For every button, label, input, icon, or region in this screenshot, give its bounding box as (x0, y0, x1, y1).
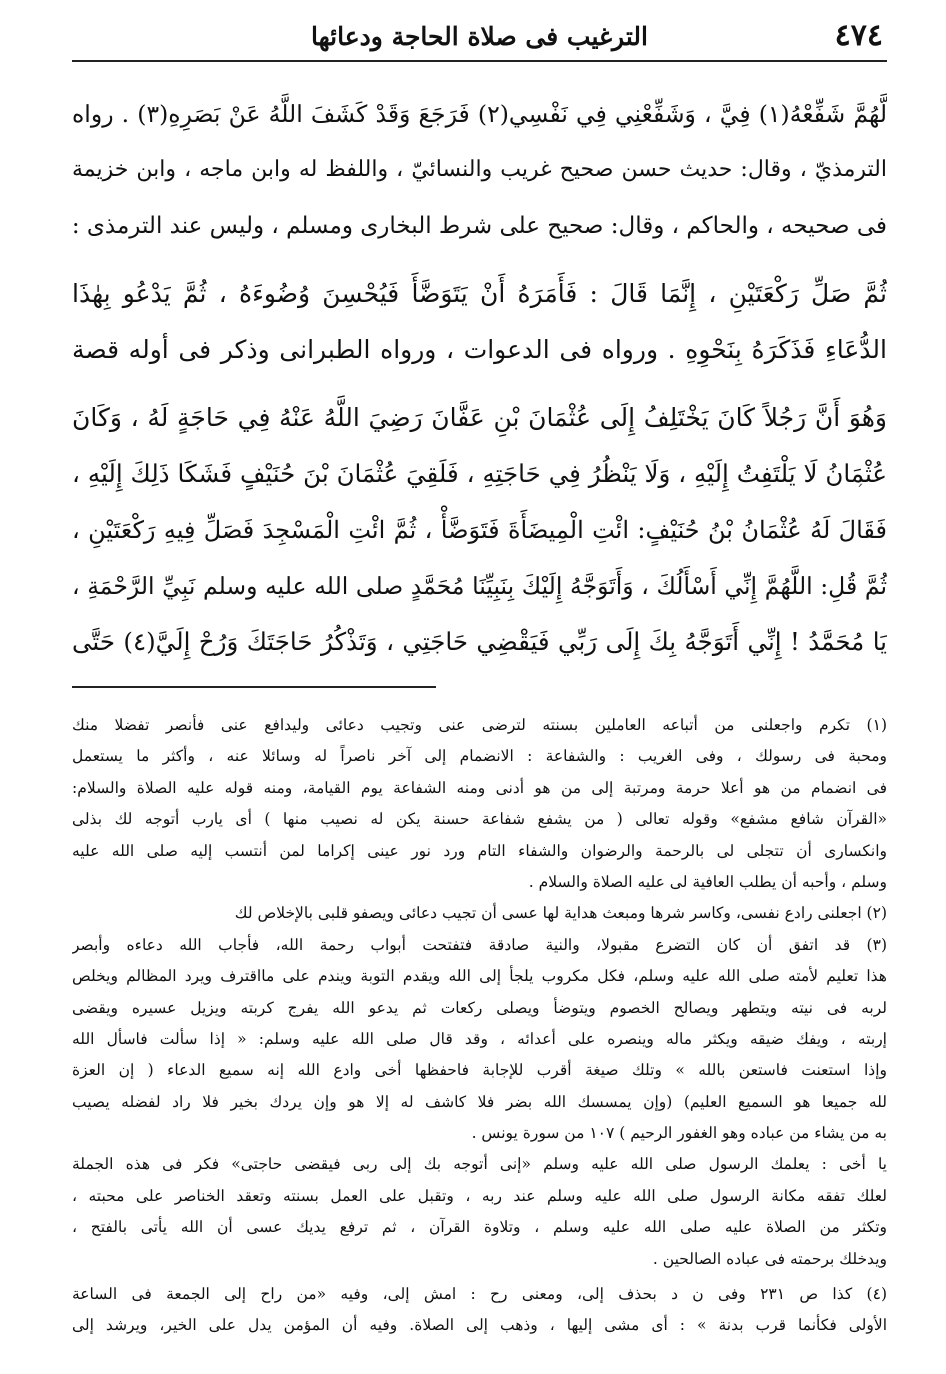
main-text-line: فَقَالَ لَهُ عُثْمَانُ بْنُ حُنَيْفٍ: ائْتِ الْمِيضَأَةَ فَتَوَضَّأْ ، ثُمَّ ائْتِ الْمَسْجِدَ فَصَلِّ فِيهِ رَكْعَتَيْنِ ، (72, 516, 887, 544)
footnote-line: هذا تعليم لأمته صلى الله عليه وسلم، فكل مكروب يلجأ إلى الله ويقدم التوبة ويندم على مااقترف ويرد المظالم ويخلص (72, 967, 887, 986)
main-text-line: الدُّعَاءِ فَذَكَرَهُ بِنَحْوِهِ . ورواه فى الدعوات ، ورواه الطبرانى وذكر فى أوله قصة (72, 335, 887, 364)
running-title: الترغيب فى صلاة الحاجة ودعائها (311, 22, 648, 51)
main-text-line: وَهُوَ أَنَّ رَجُلاً كَانَ يَخْتَلِفُ إِلَى عُثْمَانَ بْنِ عَفَّانَ رَضِيَ اللَّهُ عَنْهُ فِي حَاجَةٍ لَهُ ، وَكَانَ (72, 403, 887, 432)
footnote-line: ومحبة فى رسولك ، وفى الغريب : والشفاعة : الانضمام إلى آخر ناصراً له وسائلا عنه ، وأكثر ما يستعمل (72, 747, 887, 766)
footnote-line: إربته ، ويفك ضيقه ويكثر ماله وينصره على أعدائه ، وقد قال صلى الله عليه وسلم: « إذا سألت فاسأل الله (72, 1029, 887, 1048)
main-text (72, 86, 887, 670)
footnote-line: (٣) قد اتفق أن كان التضرع مقبولا، والنية صادقة فتفتحت أبواب رحمة الله، فأجاب الله دعاءه وأبصر (72, 935, 887, 954)
footnote-separator (72, 686, 436, 688)
paragraph-gap (72, 378, 887, 390)
footnote-line: وانكسارى أن تتجلى لى بالرحمة والرضوان والشفاء التام ورد نور عينى إكراما لمن أنتسب إليه صلى الله عليه (72, 841, 887, 860)
main-text-line: ثُمَّ صَلِّ رَكْعَتَيْنِ ، إِنَّمَا قَالَ : فَأَمَرَهُ أَنْ يَتَوَضَّأَ فَيُحْسِنَ وُضُوءَهُ ، ثُمَّ يَدْعُو بِهٰذَا (72, 279, 887, 308)
footnotes (72, 710, 887, 1342)
footnote-line: فى انضمام من هو أعلا حرمة ومرتبة إلى من هو أدنى ومنه الشفاعة يوم القيامة، ومنه قوله عليه الصلاة والسلام: (72, 778, 887, 797)
footnote-line: الأولى فكأنما قرب بدنة » : أى مشى إليها ، وذهب إلى الصلاة. وفيه أن المؤمن يدل على الخير، ويرشد إلى (72, 1316, 887, 1335)
footnote-line: وتكثر من الصلاة عليه صلى الله عليه وسلم ، وتلاوة القرآن ، ثم ترفع يديك عسى أن الله يأتى بالفتح ، (72, 1218, 887, 1237)
page-header (72, 14, 887, 62)
main-text-line: ثُمَّ قُلِ: اللَّهُمَّ إِنِّي أَسْأَلُكَ ، وَأَتَوَجَّهُ إِلَيْكَ بِنَبِيِّنَا مُحَمَّدٍ صلى الله عليه وسلم نَبِيِّ الرَّحْمَةِ ، (72, 572, 887, 600)
main-text-line: عُثْمَانُ لَا يَلْتَفِتُ إِلَيْهِ ، وَلَا يَنْظُرُ فِي حَاجَتِهِ ، فَلَقِيَ عُثْمَانَ بْنَ حُنَيْفٍ فَشَكَا ذَلِكَ إِلَيْهِ ، (72, 459, 887, 488)
footnote-line: (١) تكرم واجعلنى من أتباعه العاملين بسنته لترضى عنى وتجيب دعائى وليدافع عنى فأنصر تفضلا منك (72, 716, 887, 734)
footnote-line: (٤) كذا ص ٢٣١ وفى ن د بحذف إلى، ومعنى رح : امش إلى، وفيه «من راح إلى الجمعة فى الساعة (72, 1285, 887, 1304)
footnote-line: لله جميعا هو السميع العليم) (وإن يمسسك الله بضر فلا كاشف له إلا هو وإن يردك بخير فلا راد لفضله يصيب (72, 1092, 887, 1111)
main-text-line: لَّهُمَّ شَفِّعْهُ(١) فِيَّ ، وَشَفِّعْنِي فِي نَفْسِي(٢) فَرَجَعَ وَقَدْ كَشَفَ اللَّهُ عَنْ بَصَرِهِ(٣) . رواه (72, 100, 887, 128)
page-number: ٤٧٤ (834, 18, 883, 53)
main-text-line: فى صحيحه ، والحاكم ، وقال: صحيح على شرط البخارى ومسلم ، وليس عند الترمذى : (72, 213, 887, 239)
footnote-line: وسلم ، وأحبه أن يطلب العافية لى عليه الصلاة والسلام . (528, 872, 887, 891)
margin-mark: ´ (855, 482, 864, 503)
footnote-line: يا أخى : يعلمك الرسول صلى الله عليه وسلم «إنى أتوجه بك إلى ربى فيقضى حاجتى» فكر فى هذه الجملة (72, 1155, 887, 1174)
main-text-line: يَا مُحَمَّدُ ! إِنِّي أَتَوَجَّهُ بِكَ إِلَى رَبِّي فَيَقْضِي حَاجَتِي ، وَتَذْكُرُ حَاجَتَكَ وَرُحْ إِلَيَّ(٤) حَتَّى (72, 627, 887, 656)
footnote-line: به من يشاء من عباده وهو الغفور الرحيم ) ١٠٧ من سورة يونس . (471, 1124, 887, 1143)
main-text-line: الترمذيّ ، وقال: حديث حسن صحيح غريب والنسائيّ ، واللفظ له وابن ماجه ، وابن خزيمة (72, 157, 887, 182)
footnote-line: «القرآن شافع مشفع» وقوله تعالى ( من يشفع شفاعة حسنة يكن له نصيب منها ) أى يارب أتوجه لك بذلى (72, 810, 887, 829)
footnote-line: (٢) اجعلنى رادع نفسى، وكاسر شرها ومبعث هداية لها عسى أن تجيب دعائى ويصفو قلبى بالإخلاص لك (234, 904, 887, 923)
footnote-line: ويدخلك برحمته فى عباده الصالحين . (652, 1249, 887, 1268)
footnote-line: وإذا استعنت فاستعن بالله » وتلك صيغة أقرب للإجابة فاحفظها أخى وادع الله إنه سميع الدعاء ( إن العزة (72, 1061, 887, 1080)
footnote-line: لعلك تفقه مكانة الرسول صلى الله عليه وسلم عند ربه ، وتقبل على العمل بسنته وتعقد الخناصر على محبته ، (72, 1186, 887, 1205)
paragraph-gap (72, 254, 887, 266)
footnote-line: لربه فى نيته ويتطهر ويصالح الخصوم ويتوضأ ويصلى ركعات ثم يدعو الله يفرج كربته ويزيل عسيره ويقضى (72, 998, 887, 1017)
